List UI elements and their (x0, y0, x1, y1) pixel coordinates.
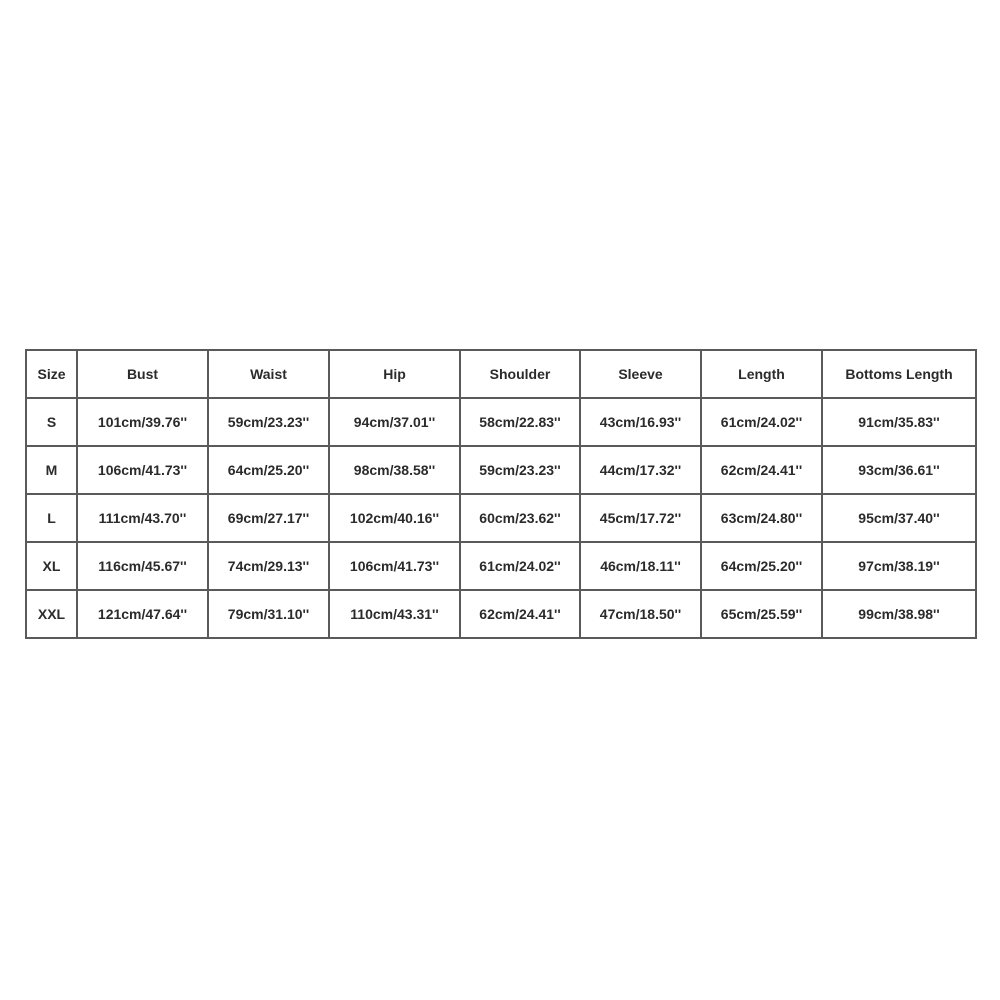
bust-cell: 101cm/39.76'' (77, 398, 208, 446)
hip-cell: 102cm/40.16'' (329, 494, 460, 542)
length-cell: 64cm/25.20'' (701, 542, 822, 590)
waist-cell: 74cm/29.13'' (208, 542, 329, 590)
table-row (26, 590, 976, 638)
bust-cell: 121cm/47.64'' (77, 590, 208, 638)
length-cell: 62cm/24.41'' (701, 446, 822, 494)
hip-cell: 94cm/37.01'' (329, 398, 460, 446)
header-waist: Waist (208, 350, 329, 398)
table-row (26, 542, 976, 590)
shoulder-cell: 59cm/23.23'' (460, 446, 580, 494)
sleeve-cell: 44cm/17.32'' (580, 446, 701, 494)
table-row (26, 494, 976, 542)
waist-cell: 59cm/23.23'' (208, 398, 329, 446)
bottoms-length-cell: 95cm/37.40'' (822, 494, 976, 542)
hip-cell: 110cm/43.31'' (329, 590, 460, 638)
bottoms-length-cell: 99cm/38.98'' (822, 590, 976, 638)
sleeve-cell: 43cm/16.93'' (580, 398, 701, 446)
sleeve-cell: 47cm/18.50'' (580, 590, 701, 638)
bottoms-length-cell: 97cm/38.19'' (822, 542, 976, 590)
waist-cell: 79cm/31.10'' (208, 590, 329, 638)
size-cell: M (26, 446, 77, 494)
sleeve-cell: 45cm/17.72'' (580, 494, 701, 542)
bust-cell: 111cm/43.70'' (77, 494, 208, 542)
size-cell: S (26, 398, 77, 446)
table-row (26, 446, 976, 494)
waist-cell: 64cm/25.20'' (208, 446, 329, 494)
bust-cell: 106cm/41.73'' (77, 446, 208, 494)
size-chart-table (25, 349, 977, 639)
length-cell: 61cm/24.02'' (701, 398, 822, 446)
length-cell: 65cm/25.59'' (701, 590, 822, 638)
bust-cell: 116cm/45.67'' (77, 542, 208, 590)
waist-cell: 69cm/27.17'' (208, 494, 329, 542)
size-cell: XXL (26, 590, 77, 638)
header-sleeve: Sleeve (580, 350, 701, 398)
header-bust: Bust (77, 350, 208, 398)
length-cell: 63cm/24.80'' (701, 494, 822, 542)
header-hip: Hip (329, 350, 460, 398)
hip-cell: 106cm/41.73'' (329, 542, 460, 590)
header-row (26, 350, 976, 398)
hip-cell: 98cm/38.58'' (329, 446, 460, 494)
shoulder-cell: 61cm/24.02'' (460, 542, 580, 590)
shoulder-cell: 60cm/23.62'' (460, 494, 580, 542)
table-row (26, 398, 976, 446)
sleeve-cell: 46cm/18.11'' (580, 542, 701, 590)
shoulder-cell: 58cm/22.83'' (460, 398, 580, 446)
size-cell: L (26, 494, 77, 542)
header-size: Size (26, 350, 77, 398)
header-bottoms-length: Bottoms Length (822, 350, 976, 398)
header-shoulder: Shoulder (460, 350, 580, 398)
size-cell: XL (26, 542, 77, 590)
shoulder-cell: 62cm/24.41'' (460, 590, 580, 638)
bottoms-length-cell: 93cm/36.61'' (822, 446, 976, 494)
bottoms-length-cell: 91cm/35.83'' (822, 398, 976, 446)
header-length: Length (701, 350, 822, 398)
